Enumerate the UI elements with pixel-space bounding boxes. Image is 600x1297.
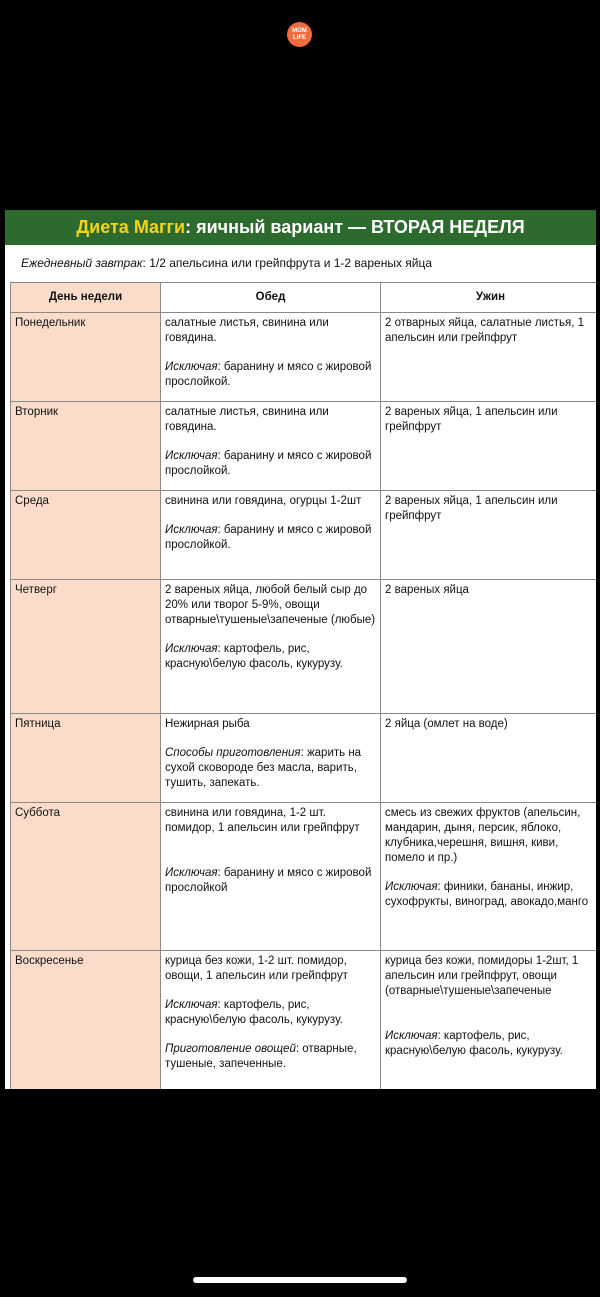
diet-table xyxy=(10,282,596,1089)
lunch-note xyxy=(165,642,376,672)
note-label: Исключая xyxy=(385,881,438,893)
dinner-cell xyxy=(381,951,597,1090)
dinner-cell xyxy=(381,714,597,803)
day-cell: Воскресенье xyxy=(11,951,161,1090)
dinner-cell xyxy=(381,402,597,491)
note-label: Исключая xyxy=(165,999,218,1011)
note-text: : баранину и мясо с жировой прослойкой. xyxy=(165,450,372,477)
lunch-cell xyxy=(161,491,381,580)
title-accent: Диета Магги xyxy=(76,217,186,237)
day-cell: Четверг xyxy=(11,580,161,714)
note-label: Исключая xyxy=(165,524,218,536)
dinner-note xyxy=(385,1029,596,1059)
table-row xyxy=(11,491,597,580)
title-rest: : яичный вариант — ВТОРАЯ НЕДЕЛЯ xyxy=(185,217,525,237)
table-row xyxy=(11,580,597,714)
day-cell: Среда xyxy=(11,491,161,580)
note-label: Исключая xyxy=(165,361,218,373)
dinner-text: 2 яйца (омлет на воде) xyxy=(385,718,508,730)
note-text: : жарить на сухой сковороде без масла, варить, тушить, запекать. xyxy=(165,747,362,789)
dinner-text: 2 отварных яйца, салатные листья, 1 апельсин или грейпфрут xyxy=(385,317,584,344)
note-text: : баранину и мясо с жировой прослойкой xyxy=(165,867,372,894)
momlife-logo xyxy=(287,22,312,47)
dinner-note xyxy=(385,880,596,910)
lunch-note xyxy=(165,998,376,1028)
header-dinner: Ужин xyxy=(381,283,597,313)
day-cell: Пятница xyxy=(11,714,161,803)
lunch-cell xyxy=(161,313,381,402)
table-row xyxy=(11,951,597,1090)
daily-breakfast xyxy=(5,245,596,282)
lunch-text: свинина или говядина, огурцы 1-2шт xyxy=(165,495,362,507)
lunch-text: Нежирная рыба xyxy=(165,718,250,730)
table-row xyxy=(11,402,597,491)
table-row xyxy=(11,714,597,803)
dinner-cell xyxy=(381,313,597,402)
lunch-cell xyxy=(161,580,381,714)
note-label: Исключая xyxy=(165,643,218,655)
home-indicator[interactable] xyxy=(193,1277,407,1283)
dinner-text: курица без кожи, помидоры 1-2шт, 1 апельсин или грейпфрут, овощи (отварные\тушеные\запеченые xyxy=(385,955,579,997)
lunch-cell xyxy=(161,714,381,803)
table-row xyxy=(11,313,597,402)
note-text: : финики, бананы, инжир, сухофрукты, виноград, авокадо,манго xyxy=(385,881,589,908)
lunch-note-2 xyxy=(165,1042,376,1072)
lunch-note xyxy=(165,449,376,479)
lunch-note xyxy=(165,523,376,553)
dinner-text: 2 вареных яйца xyxy=(385,584,469,596)
note-label: Исключая xyxy=(165,867,218,879)
note-text: : баранину и мясо с жировой прослойкой. xyxy=(165,524,372,551)
note-text: : отварные, тушеные, запеченные. xyxy=(165,1043,357,1070)
lunch-text: 2 вареных яйца, любой белый сыр до 20% или творог 5-9%, овощи отварные\тушеные\запеченые (любые) xyxy=(165,584,376,626)
note-label: Исключая xyxy=(385,1030,438,1042)
logo-line2: LIFE xyxy=(293,34,306,41)
lunch-text: салатные листья, свинина или говядина. xyxy=(165,317,329,344)
dinner-text: смесь из свежих фруктов (апельсин, мандарин, дыня, персик, яблоко, клубника,черешня, вишня, киви, помело и пр.) xyxy=(385,807,581,864)
day-cell: Понедельник xyxy=(11,313,161,402)
breakfast-label: Ежедневный завтрак xyxy=(21,256,143,270)
header-day: День недели xyxy=(11,283,161,313)
note-label: Приготовление овощей xyxy=(165,1043,296,1055)
breakfast-text: : 1/2 апельсина или грейпфрута и 1-2 вареных яйца xyxy=(142,256,433,270)
note-text: : картофель, рис, красную\белую фасоль, кукурузу. xyxy=(165,999,343,1026)
note-label: Способы приготовления xyxy=(165,747,301,759)
day-cell: Вторник xyxy=(11,402,161,491)
lunch-text: свинина или говядина, 1-2 шт. помидор, 1 апельсин или грейпфрут xyxy=(165,807,360,834)
note-label: Исключая xyxy=(165,450,218,462)
lunch-cell xyxy=(161,803,381,951)
note-text: : картофель, рис, красную\белую фасоль, кукурузу. xyxy=(385,1030,563,1057)
table-header-row xyxy=(11,283,597,313)
dinner-cell xyxy=(381,580,597,714)
note-text: : картофель, рис, красную\белую фасоль, кукурузу. xyxy=(165,643,343,670)
lunch-note xyxy=(165,866,376,896)
logo-line1: MOM xyxy=(292,27,307,34)
lunch-note xyxy=(165,360,376,390)
dinner-cell xyxy=(381,491,597,580)
lunch-text: курица без кожи, 1-2 шт. помидор, овощи, 1 апельсин или грейпфрут xyxy=(165,955,348,982)
lunch-text: салатные листья, свинина или говядина. xyxy=(165,406,329,433)
dinner-text: 2 вареных яйца, 1 апельсин или грейпфрут xyxy=(385,495,558,522)
diet-document xyxy=(5,210,596,1089)
lunch-note xyxy=(165,746,376,791)
document-title xyxy=(5,210,596,245)
lunch-cell xyxy=(161,951,381,1090)
table-row xyxy=(11,803,597,951)
header-lunch: Обед xyxy=(161,283,381,313)
note-text: : баранину и мясо с жировой прослойкой. xyxy=(165,361,372,388)
day-cell: Суббота xyxy=(11,803,161,951)
lunch-cell xyxy=(161,402,381,491)
dinner-text: 2 вареных яйца, 1 апельсин или грейпфрут xyxy=(385,406,558,433)
dinner-cell xyxy=(381,803,597,951)
